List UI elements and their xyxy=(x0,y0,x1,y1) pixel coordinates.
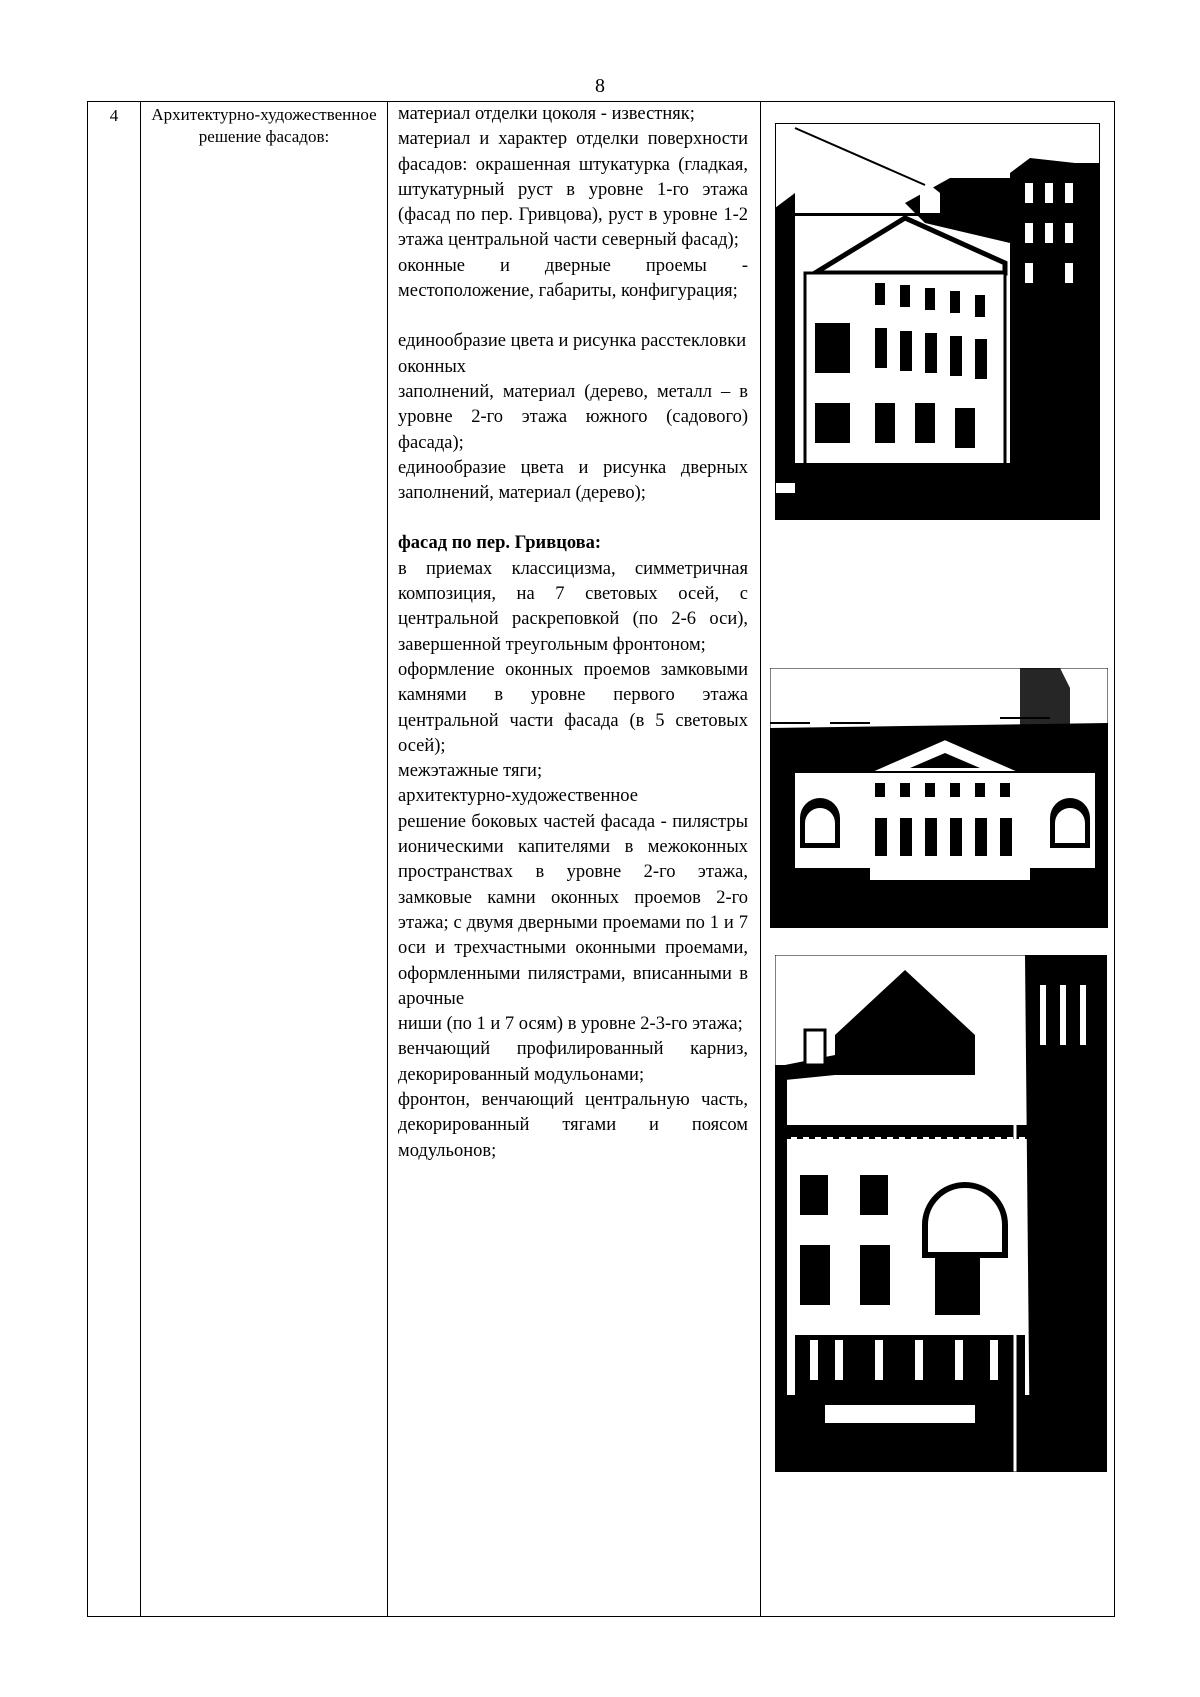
row-title: Архитектурно-художественное решение фасадов: xyxy=(151,105,377,146)
section-heading-grivtsova: фасад по пер. Гривцова: xyxy=(398,533,602,554)
paragraph-pediment: фронтон, венчающий центральную часть, декорированный тягами и поясом модульонов; xyxy=(398,1089,748,1161)
row-number: 4 xyxy=(109,106,119,125)
paragraph-arch-solution: архитектурно-художественное xyxy=(398,786,638,807)
paragraph-keystones: оформление оконных проемов замковыми камнями в уровне первого этажа центральной части фасада (в 5 световых осей); xyxy=(398,659,748,756)
paragraph-window-glazing: единообразие цвета и рисунка расстекловки оконных xyxy=(398,331,747,377)
photo-facade-grivtsova-front xyxy=(770,668,1108,928)
paragraph-side-parts: решение боковых частей фасада - пилястры ионическими капителями в межоконных пространствах в уровне 2-го этажа, замковые камни оконных проемов 2-го этажа; с двумя дверными проемами по 1 и 7 оси и трехчастными оконными проемами, оформленными пилястрами, вписанными в арочные xyxy=(398,811,748,1009)
paragraph-belts: межэтажные тяги; xyxy=(398,761,543,782)
paragraph-surface: материал и характер отделки поверхности фасадов: окрашенная штукатурка (гладкая, штукатурный руст в уровне 1-го этажа (фасад по пер. Гривцова), руст в уровне 1-2 этажа центральной части северный фасад); xyxy=(398,129,748,251)
paragraph-composition: в приемах классицизма, симметричная композиция, на 7 световых осей, с центральной раскреповкой (по 2-6 оси), завершенной треугольным фронтоном; xyxy=(398,558,748,655)
paragraph-door-fill: единообразие цвета и рисунка дверных заполнений, материал (дерево); xyxy=(398,457,748,504)
photo-facade-side-part xyxy=(775,955,1107,1472)
page-number: 8 xyxy=(595,75,605,97)
paragraph-window-fill: заполнений, материал (дерево, металл – в уровне 2-го этажа южного (садового) фасада); xyxy=(398,381,748,453)
paragraph-plinth: материал отделки цоколя - известняк; xyxy=(398,104,695,124)
paragraph-cornice: венчающий профилированный карниз, декорированный модульонами; xyxy=(398,1039,748,1085)
paragraph-niches: ниши (по 1 и 7 осям) в уровне 2-3-го этажа; xyxy=(398,1014,743,1035)
photo-facade-corner-view xyxy=(775,123,1100,520)
description-cell xyxy=(398,102,748,1164)
paragraph-openings: оконные и дверные проемы - местоположение, габариты, конфигурация; xyxy=(398,255,748,302)
